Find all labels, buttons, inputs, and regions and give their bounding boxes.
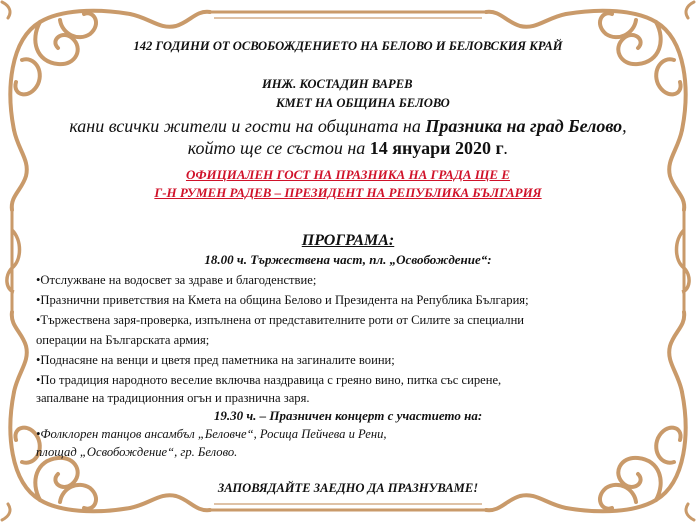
concert-venue: площад „Освобождение“, гр. Белово.	[36, 445, 238, 459]
event-name: Празника на град Белово	[425, 116, 623, 136]
invitation-line	[0, 117, 696, 135]
program-title: ПРОГРАМА:	[301, 232, 395, 249]
date-prefix: който ще се състои на	[187, 138, 370, 158]
date-suffix: .	[503, 138, 509, 158]
invite-prefix: кани всички жители и гости на общината на	[69, 116, 426, 136]
event-date: 14 януари 2020 г	[369, 138, 504, 158]
guest-line-2: Г-Н РУМЕН РАДЕВ – ПРЕЗИДЕНТ НА РЕПУБЛИКА БЪЛГАРИЯ	[154, 185, 542, 200]
program-item: •Отслужване на водосвет за здраве и благоденствие;	[36, 273, 317, 287]
concert-heading: 19.30 ч. – Празничен концерт с участието на:	[213, 408, 483, 423]
anniversary-heading: 142 ГОДИНИ ОТ ОСВОБОЖДЕНИЕТО НА БЕЛОВО И БЕЛОВСКИЯ КРАЙ	[133, 39, 563, 53]
program-item: операции на Българската армия;	[36, 333, 210, 347]
program-item: запалване на традиционния огън и празнична заря.	[36, 391, 310, 405]
program-item: •Празнични приветствия на Кмета на община Белово и Президента на Република България;	[36, 293, 529, 307]
ceremony-heading: 18.00 ч. Тържествена част, пл. „Освобождение“:	[204, 252, 492, 267]
concert-performers: •Фолклорен танцов ансамбъл „Беловче“, Росица Пейчева и Рени,	[36, 427, 387, 441]
program-item: •По традиция народното веселие включва наздравица с греяно вино, питка със сирене,	[36, 373, 502, 387]
inviter-name: ИНЖ. КОСТАДИН ВАРЕВ	[262, 77, 413, 91]
program-item: •Поднасяне на венци и цветя пред паметника на загиналите воини;	[36, 353, 395, 367]
closing-invitation: ЗАПОВЯДАЙТЕ ЗАЕДНО ДА ПРАЗНУВАМЕ!	[217, 481, 479, 495]
date-line	[0, 139, 696, 157]
inviter-title: КМЕТ НА ОБЩИНА БЕЛОВО	[276, 96, 450, 110]
program-item: •Тържествена заря-проверка, изпълнена от представителните роти от Силите за специални	[36, 313, 525, 327]
guest-line-1: ОФИЦИАЛЕН ГОСТ НА ПРАЗНИКА НА ГРАДА ЩЕ Е	[185, 167, 511, 182]
invite-suffix: ,	[622, 116, 627, 136]
